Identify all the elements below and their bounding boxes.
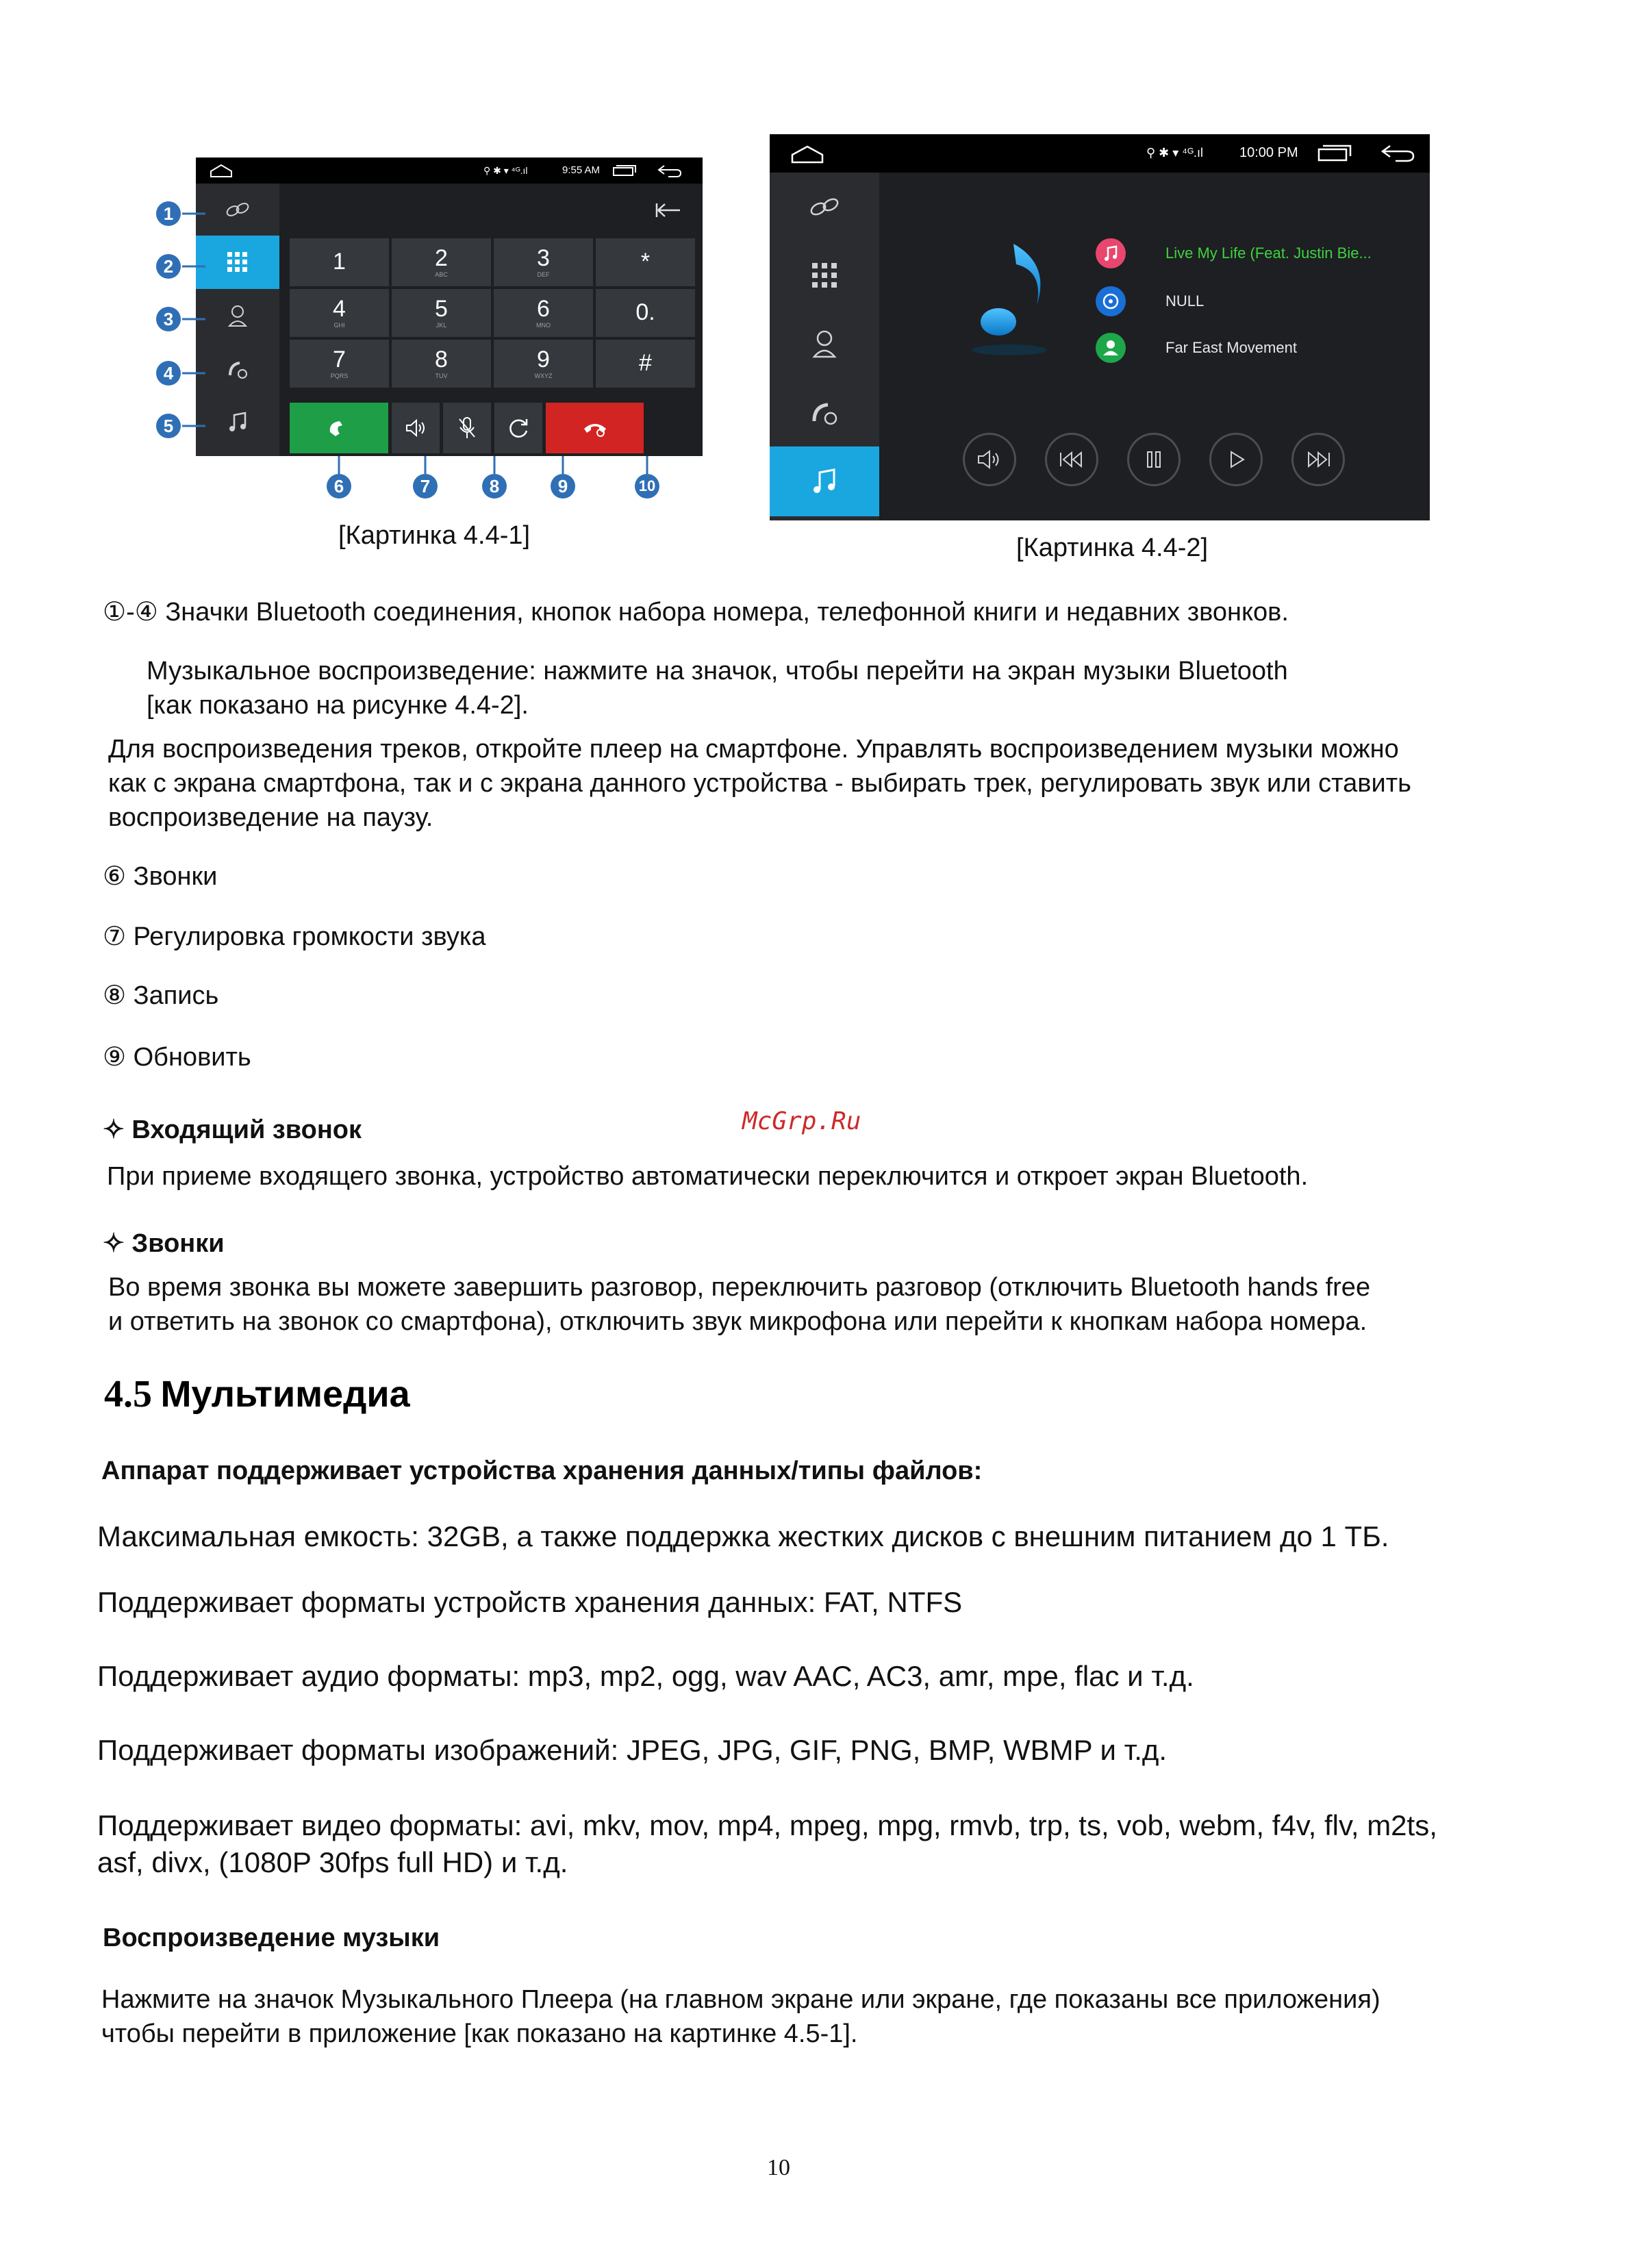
key-digit: 0. [635,299,655,325]
track-title: Live My Life (Feat. Justin Bie... [1165,244,1372,262]
call-history-icon [810,398,839,427]
album-icon [1096,286,1126,316]
status-time: 10:00 PM [1239,145,1298,160]
key-digit: 2 [435,245,448,271]
spec-video-b: asf, divx, (1080P 30fps full HD) и т.д. [97,1846,568,1878]
key-digit: * [640,249,651,275]
callout-9: 9 [551,474,575,499]
section-title: Мультимедиа [160,1374,410,1415]
item-calls: ⑥ Звонки [103,862,218,891]
dialpad-grid-icon [811,262,838,289]
heading-incoming-call: ✧ Входящий звонок [103,1116,362,1144]
callout-7: 7 [413,474,438,499]
key-letters: PQRS [330,373,349,379]
paragraph-tracks-b: как с экрана смартфона, так и с экрана данного устройства - выбирать трек, регулировать звук или ставить [108,769,1411,798]
status-bar-2 [770,134,1430,173]
person-icon [812,329,837,358]
callout-3: 3 [156,307,181,331]
paragraph-player-b: чтобы перейти в приложение [как показано на картинке 4.5-1]. [101,2019,858,2048]
paragraph-icons-1-4: ①-④ Значки Bluetooth соединения, кнопок набора номера, телефонной книги и недавних звонков. [103,598,1289,627]
heading-calls: ✧ Звонки [103,1229,225,1258]
artist-name: Far East Movement [1165,339,1297,356]
page-number: 10 [767,2155,790,2180]
heading-music-playback: Воспроизведение музыки [103,1924,440,1952]
figure2-caption: [Картинка 4.4-2] [1016,533,1209,562]
key-letters: DEF [537,271,550,278]
paragraph-incoming: При приеме входящего звонка, устройство автоматически переключится и откроет экран Bluetooth. [107,1162,1309,1191]
section-number: 4.5 [104,1373,152,1415]
bt-music-screenshot [770,134,1430,520]
paragraph-calls-b: и ответить на звонок со смартфона), отключить звук микрофона или перейти к кнопкам набора номера. [108,1307,1367,1336]
sidebar-item-bluetooth-link[interactable] [770,173,879,241]
link-icon [807,197,842,217]
callout-4: 4 [156,361,181,386]
callout-2: 2 [156,254,181,279]
album-name: NULL [1165,292,1205,310]
home-icon[interactable] [790,144,824,164]
key-digit: 9 [537,346,550,373]
track-title-icon [1096,238,1126,268]
spec-images: Поддерживает форматы изображений: JPEG, JPG, GIF, PNG, BMP, WBMP и т.д. [97,1734,1168,1766]
status-icons: ⚲ ✱ ▾ ⁴ᴳ.ıl [483,165,528,176]
previous-icon [1058,451,1085,468]
sidebar-item-contacts[interactable] [770,310,879,378]
heading-storage: Аппарат поддерживает устройства хранения данных/типы файлов: [101,1457,983,1485]
key-letters: JKL [436,322,447,329]
next-icon [1304,451,1332,468]
key-digit: 4 [333,296,346,322]
key-digit: 3 [537,245,550,271]
spec-filesystems: Поддерживает форматы устройств хранения данных: FAT, NTFS [97,1586,963,1618]
callout-6: 6 [327,474,351,499]
previous-track-button[interactable] [1045,433,1098,486]
key-letters: ABC [435,271,448,278]
key-digit: 7 [333,346,346,373]
key-digit: 8 [435,346,448,373]
album-art-note-icon [968,237,1057,360]
key-digit: # [639,350,652,376]
watermark: McGrp.Ru [742,1107,861,1135]
play-button[interactable] [1209,433,1263,486]
figure1-caption: [Картинка 4.4-1] [338,521,531,550]
back-icon[interactable] [1379,142,1416,164]
pause-icon [1144,449,1164,470]
sidebar-item-recent-calls[interactable] [770,378,879,446]
key-digit: 5 [435,296,448,322]
key-digit: 1 [333,249,346,275]
play-icon [1226,449,1246,470]
callout-1: 1 [156,201,181,226]
volume-button[interactable] [963,433,1016,486]
speaker-icon [976,449,1003,470]
paragraph-music-b: [как показано на рисунке 4.4-2]. [147,691,529,720]
sidebar-2 [770,173,879,520]
paragraph-calls-a: Во время звонка вы можете завершить разговор, переключить разговор (отключить Bluetooth hands free [108,1273,1371,1302]
recent-apps-icon[interactable] [1317,144,1352,163]
item-record: ⑧ Запись [103,981,219,1010]
pause-button[interactable] [1127,433,1181,486]
next-track-button[interactable] [1291,433,1345,486]
callout-10: 10 [635,474,659,499]
status-time: 9:55 AM [562,164,601,176]
key-letters: TUV [435,373,448,379]
spec-video-a: Поддерживает видео форматы: avi, mkv, mov, mp4, mpeg, mpg, rmvb, trp, ts, vob, webm, f4v, flv, m2ts, [97,1809,1437,1841]
callout-5: 5 [156,414,181,438]
spec-audio: Поддерживает аудио форматы: mp3, mp2, ogg, wav AAC, AC3, amr, mpe, flac и т.д. [97,1660,1194,1692]
sidebar-item-music[interactable] [770,446,879,516]
key-letters: GHI [333,322,345,329]
spec-capacity: Максимальная емкость: 32GB, а также поддержка жестких дисков с внешним питанием до 1 ТБ. [97,1520,1389,1552]
key-letters: WXYZ [534,373,553,379]
callout-8: 8 [482,474,507,499]
sidebar-item-dialpad[interactable] [770,241,879,310]
key-digit: 6 [537,296,550,322]
item-refresh: ⑨ Обновить [103,1043,251,1072]
artist-icon [1096,333,1126,363]
paragraph-tracks-c: воспроизведение на паузу. [108,803,433,832]
item-volume: ⑦ Регулировка громкости звука [103,922,486,951]
key-letters: MNO [536,322,551,329]
paragraph-player-a: Нажмите на значок Музыкального Плеера (на главном экране или экране, где показаны все приложения) [101,1985,1380,2014]
paragraph-music-a: Музыкальное воспроизведение: нажмите на значок, чтобы перейти на экран музыки Bluetooth [147,657,1288,685]
status-icons: ⚲ ✱ ▾ ⁴ᴳ.ıl [1146,146,1203,160]
paragraph-tracks-a: Для воспроизведения треков, откройте плеер на смартфоне. Управлять воспроизведением музыки можно [108,735,1399,764]
music-note-icon [811,467,838,496]
section-heading [104,1372,410,1416]
